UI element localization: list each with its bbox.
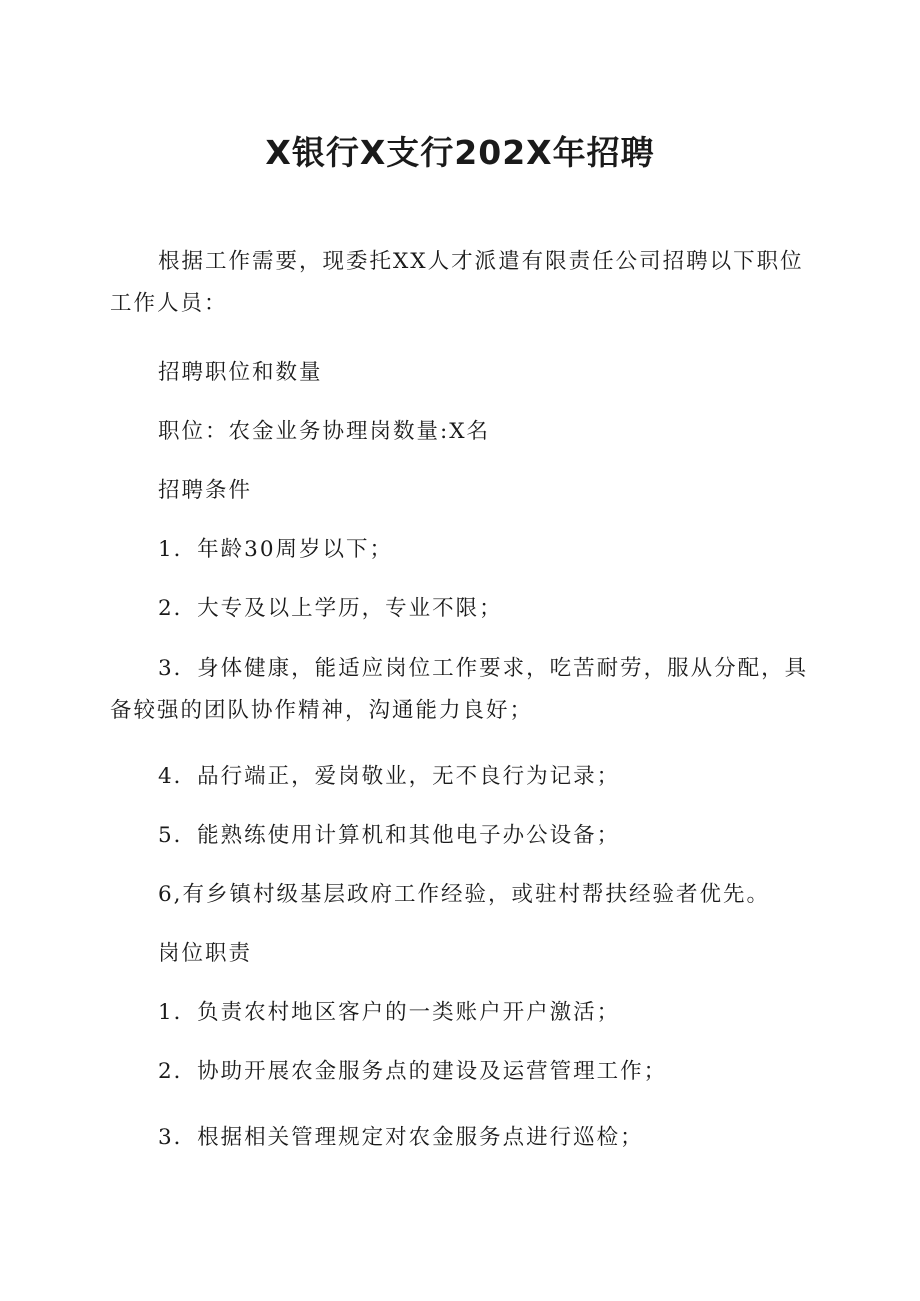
duty-item-1: 1．负责农村地区客户的一类账户开户激活； xyxy=(158,1000,621,1025)
condition-item-3-line-1: 3．身体健康，能适应岗位工作要求，吃苦耐劳，服从分配，具 xyxy=(158,656,809,681)
section-heading-positions xyxy=(110,355,800,391)
condition-item xyxy=(110,877,800,913)
section-heading-positions-text: 招聘职位和数量 xyxy=(158,360,323,385)
condition-item-1: 1．年龄30周岁以下； xyxy=(158,537,394,562)
condition-item-3-line-2: 备较强的团队协作精神，沟通能力良好； xyxy=(110,698,534,723)
condition-item xyxy=(110,532,800,568)
document-title: X银行X支行202X年招聘 xyxy=(265,133,655,172)
position-line xyxy=(110,414,800,450)
duty-item xyxy=(110,1054,800,1090)
intro-line-2: 工作人员： xyxy=(110,291,228,316)
condition-item-5: 5．能熟练使用计算机和其他电子办公设备； xyxy=(158,823,621,848)
section-heading-duties-text: 岗位职责 xyxy=(158,941,253,966)
duty-item xyxy=(110,995,800,1031)
condition-item xyxy=(110,759,800,795)
intro-paragraph xyxy=(110,238,804,322)
section-heading-conditions xyxy=(110,473,800,509)
duty-item-2: 2．协助开展农金服务点的建设及运营管理工作； xyxy=(158,1059,668,1084)
duty-item-3: 3．根据相关管理规定对农金服务点进行巡检； xyxy=(158,1125,644,1150)
condition-item xyxy=(110,818,800,854)
section-heading-conditions-text: 招聘条件 xyxy=(158,478,253,503)
section-heading-duties xyxy=(110,936,800,972)
condition-item-4: 4．品行端正，爱岗敬业，无不良行为记录； xyxy=(158,764,621,789)
condition-item-6: 6,有乡镇村级基层政府工作经验，或驻村帮扶经验者优先。 xyxy=(158,882,771,907)
intro-line-1: 根据工作需要，现委托XX人才派遣有限责任公司招聘以下职位 xyxy=(158,249,804,274)
position-line-text: 职位：农金业务协理岗数量:X名 xyxy=(158,419,491,444)
condition-item-2: 2．大专及以上学历，专业不限； xyxy=(158,596,503,621)
condition-item xyxy=(110,591,800,627)
condition-item xyxy=(110,645,809,729)
duty-item xyxy=(110,1120,800,1156)
